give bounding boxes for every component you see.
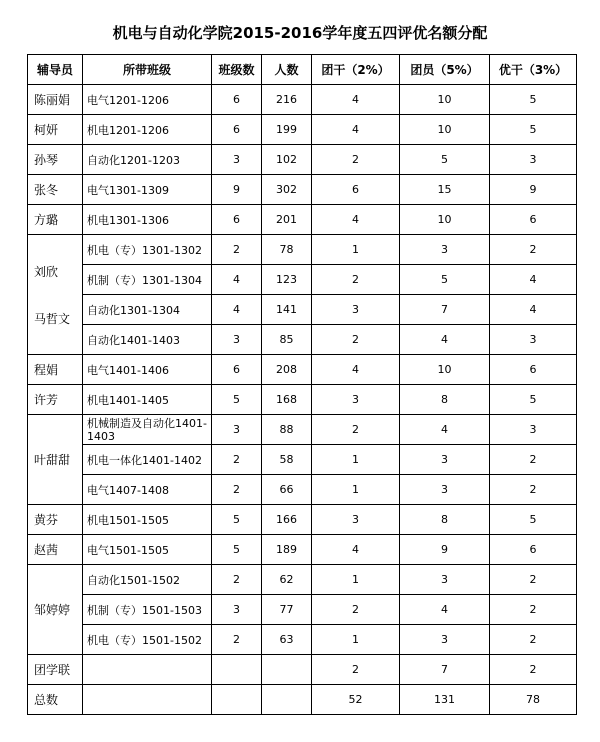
excellent-cadre-cell: 2 — [490, 235, 577, 265]
class-cell — [83, 685, 212, 715]
class-count-cell: 4 — [212, 265, 262, 295]
table-row — [28, 595, 577, 625]
people-cell: 66 — [262, 475, 312, 505]
class-cell: 机电（专）1501-1502 — [83, 625, 212, 655]
class-count-cell: 2 — [212, 565, 262, 595]
class-count-cell: 2 — [212, 625, 262, 655]
excellent-cadre-cell: 5 — [490, 385, 577, 415]
advisor-cell-merged — [28, 235, 83, 355]
people-cell: 302 — [262, 175, 312, 205]
league-member-cell: 4 — [400, 415, 490, 445]
class-cell: 电气1407-1408 — [83, 475, 212, 505]
advisor-cell: 方璐 — [28, 205, 83, 235]
class-count-cell: 6 — [212, 85, 262, 115]
advisor-cell: 黄芬 — [28, 505, 83, 535]
class-count-cell: 9 — [212, 175, 262, 205]
class-count-cell: 2 — [212, 475, 262, 505]
league-member-cell: 3 — [400, 235, 490, 265]
league-cadre-cell: 6 — [312, 175, 400, 205]
header-league-cadre: 团干（2%） — [312, 55, 400, 85]
excellent-cadre-cell: 6 — [490, 535, 577, 565]
table-row — [28, 115, 577, 145]
advisor-cell: 陈丽娟 — [28, 85, 83, 115]
league-member-cell: 9 — [400, 535, 490, 565]
excellent-cadre-cell: 3 — [490, 415, 577, 445]
class-count-cell: 6 — [212, 355, 262, 385]
league-cadre-cell: 2 — [312, 265, 400, 295]
people-cell: 201 — [262, 205, 312, 235]
excellent-cadre-cell: 3 — [490, 325, 577, 355]
advisor-cell: 团学联 — [28, 655, 83, 685]
class-count-cell: 4 — [212, 295, 262, 325]
class-count-cell — [212, 655, 262, 685]
table-row — [28, 565, 577, 595]
class-count-cell: 6 — [212, 115, 262, 145]
people-cell: 199 — [262, 115, 312, 145]
people-cell: 166 — [262, 505, 312, 535]
league-member-cell: 10 — [400, 115, 490, 145]
class-count-cell — [212, 685, 262, 715]
quota-table — [27, 54, 577, 715]
advisor-cell: 程娟 — [28, 355, 83, 385]
league-member-total: 131 — [400, 685, 490, 715]
league-cadre-cell: 1 — [312, 445, 400, 475]
excellent-cadre-cell: 2 — [490, 445, 577, 475]
league-cadre-cell: 2 — [312, 415, 400, 445]
league-cadre-cell: 4 — [312, 355, 400, 385]
table-row — [28, 445, 577, 475]
excellent-cadre-cell: 9 — [490, 175, 577, 205]
league-member-cell: 4 — [400, 595, 490, 625]
table-row — [28, 175, 577, 205]
league-cadre-cell: 4 — [312, 535, 400, 565]
class-cell: 自动化1301-1304 — [83, 295, 212, 325]
table-row — [28, 355, 577, 385]
class-cell: 机电1301-1306 — [83, 205, 212, 235]
class-cell: 自动化1501-1502 — [83, 565, 212, 595]
excellent-cadre-cell: 5 — [490, 115, 577, 145]
class-count-cell: 5 — [212, 535, 262, 565]
excellent-cadre-cell: 2 — [490, 655, 577, 685]
advisor-name: 马哲文 — [34, 311, 71, 326]
table-row — [28, 505, 577, 535]
class-cell: 机电（专）1301-1302 — [83, 235, 212, 265]
class-cell: 机电1201-1206 — [83, 115, 212, 145]
league-member-cell: 3 — [400, 475, 490, 505]
class-cell: 机制（专）1301-1304 — [83, 265, 212, 295]
excellent-cadre-cell: 6 — [490, 205, 577, 235]
table-row — [28, 295, 577, 325]
league-member-cell: 10 — [400, 355, 490, 385]
league-cadre-cell: 1 — [312, 475, 400, 505]
league-member-cell: 10 — [400, 205, 490, 235]
excellent-cadre-cell: 2 — [490, 565, 577, 595]
league-cadre-cell: 2 — [312, 655, 400, 685]
league-member-cell: 7 — [400, 295, 490, 325]
league-cadre-cell: 1 — [312, 235, 400, 265]
advisor-cell: 柯妍 — [28, 115, 83, 145]
league-member-cell: 5 — [400, 145, 490, 175]
advisor-cell-merged: 邹婷婷 — [28, 565, 83, 655]
people-cell: 62 — [262, 565, 312, 595]
league-member-cell: 10 — [400, 85, 490, 115]
people-cell: 78 — [262, 235, 312, 265]
league-cadre-cell: 1 — [312, 625, 400, 655]
table-row — [28, 145, 577, 175]
class-count-cell: 3 — [212, 595, 262, 625]
class-cell: 电气1501-1505 — [83, 535, 212, 565]
people-cell: 168 — [262, 385, 312, 415]
advisor-cell: 许芳 — [28, 385, 83, 415]
league-member-cell: 8 — [400, 505, 490, 535]
people-cell: 208 — [262, 355, 312, 385]
class-count-cell: 5 — [212, 505, 262, 535]
class-cell: 机制（专）1501-1503 — [83, 595, 212, 625]
league-cadre-cell: 2 — [312, 325, 400, 355]
advisor-cell: 孙琴 — [28, 145, 83, 175]
table-row — [28, 475, 577, 505]
header-excellent-cadre: 优干（3%） — [490, 55, 577, 85]
header-class-count: 班级数 — [212, 55, 262, 85]
class-cell — [83, 655, 212, 685]
table-row — [28, 85, 577, 115]
class-count-cell: 5 — [212, 385, 262, 415]
people-cell: 85 — [262, 325, 312, 355]
people-cell: 88 — [262, 415, 312, 445]
class-count-cell: 3 — [212, 325, 262, 355]
league-cadre-cell: 4 — [312, 85, 400, 115]
league-cadre-cell: 3 — [312, 295, 400, 325]
people-cell: 216 — [262, 85, 312, 115]
class-cell: 自动化1201-1203 — [83, 145, 212, 175]
league-member-cell: 5 — [400, 265, 490, 295]
advisor-cell: 赵茜 — [28, 535, 83, 565]
class-count-cell: 2 — [212, 235, 262, 265]
class-count-cell: 3 — [212, 145, 262, 175]
people-cell: 58 — [262, 445, 312, 475]
class-cell: 自动化1401-1403 — [83, 325, 212, 355]
class-cell: 电气1201-1206 — [83, 85, 212, 115]
people-cell: 63 — [262, 625, 312, 655]
league-cadre-cell: 3 — [312, 385, 400, 415]
table-header-row — [28, 55, 577, 85]
table-row — [28, 415, 577, 445]
table-row — [28, 265, 577, 295]
table-row — [28, 655, 577, 685]
header-class: 所带班级 — [83, 55, 212, 85]
excellent-cadre-cell: 4 — [490, 265, 577, 295]
advisor-cell: 张冬 — [28, 175, 83, 205]
league-member-cell: 7 — [400, 655, 490, 685]
class-count-cell: 2 — [212, 445, 262, 475]
table-row — [28, 235, 577, 265]
excellent-cadre-cell: 3 — [490, 145, 577, 175]
advisor-cell-merged: 叶甜甜 — [28, 415, 83, 505]
league-member-cell: 15 — [400, 175, 490, 205]
excellent-cadre-total: 78 — [490, 685, 577, 715]
excellent-cadre-cell: 2 — [490, 625, 577, 655]
league-member-cell: 8 — [400, 385, 490, 415]
advisor-name: 刘欣 — [34, 264, 59, 279]
league-member-cell: 4 — [400, 325, 490, 355]
excellent-cadre-cell: 4 — [490, 295, 577, 325]
excellent-cadre-cell: 5 — [490, 85, 577, 115]
league-cadre-cell: 2 — [312, 145, 400, 175]
class-cell: 机电1501-1505 — [83, 505, 212, 535]
league-cadre-cell: 4 — [312, 205, 400, 235]
page-title: 机电与自动化学院2015-2016学年度五四评优名额分配 — [112, 24, 488, 42]
class-cell: 电气1301-1309 — [83, 175, 212, 205]
class-count-cell: 3 — [212, 415, 262, 445]
excellent-cadre-cell: 5 — [490, 505, 577, 535]
people-cell: 123 — [262, 265, 312, 295]
league-cadre-cell: 4 — [312, 115, 400, 145]
class-cell: 机电1401-1405 — [83, 385, 212, 415]
total-row — [28, 685, 577, 715]
excellent-cadre-cell: 6 — [490, 355, 577, 385]
league-member-cell: 3 — [400, 565, 490, 595]
league-cadre-total: 52 — [312, 685, 400, 715]
people-cell: 141 — [262, 295, 312, 325]
people-cell: 77 — [262, 595, 312, 625]
people-cell: 102 — [262, 145, 312, 175]
table-row — [28, 325, 577, 355]
class-cell: 电气1401-1406 — [83, 355, 212, 385]
excellent-cadre-cell: 2 — [490, 595, 577, 625]
table-row — [28, 205, 577, 235]
header-people: 人数 — [262, 55, 312, 85]
header-advisor: 辅导员 — [28, 55, 83, 85]
table-row — [28, 385, 577, 415]
header-league-member: 团员（5%） — [400, 55, 490, 85]
people-cell — [262, 655, 312, 685]
class-cell: 机械制造及自动化1401-1403 — [83, 415, 212, 445]
people-cell: 189 — [262, 535, 312, 565]
table-row — [28, 625, 577, 655]
class-count-cell: 6 — [212, 205, 262, 235]
league-cadre-cell: 3 — [312, 505, 400, 535]
league-cadre-cell: 1 — [312, 565, 400, 595]
class-cell: 机电一体化1401-1402 — [83, 445, 212, 475]
people-cell — [262, 685, 312, 715]
league-member-cell: 3 — [400, 445, 490, 475]
league-cadre-cell: 2 — [312, 595, 400, 625]
advisor-cell: 总数 — [28, 685, 83, 715]
excellent-cadre-cell: 2 — [490, 475, 577, 505]
table-row — [28, 535, 577, 565]
league-member-cell: 3 — [400, 625, 490, 655]
